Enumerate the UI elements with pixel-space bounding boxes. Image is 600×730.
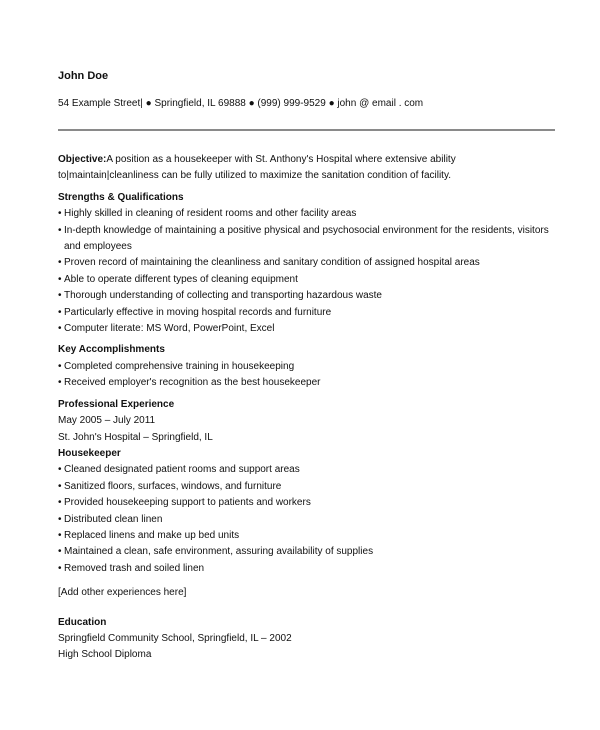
education-section	[58, 607, 555, 664]
list-item: • Completed comprehensive training in housekeeping	[58, 359, 555, 375]
list-item: • Distributed clean linen	[58, 512, 555, 528]
list-item: • Cleaned designated patient rooms and support areas	[58, 462, 555, 478]
spacer	[58, 607, 555, 615]
objective-paragraph	[58, 152, 550, 185]
list-item: • Maintained a clean, safe environment, assuring availability of supplies	[58, 544, 555, 560]
objective-text: A position as a housekeeper with St. Anthony's Hospital where extensive ability to|maintain|cleanliness can be fully utilized to maximize the sanitation condition of facility.	[58, 154, 456, 182]
education-school: Springfield Community School, Springfield, IL – 2002	[58, 632, 292, 644]
job-title: Housekeeper	[58, 447, 121, 459]
experience-placeholder: [Add other experiences here]	[58, 587, 187, 599]
objective-label: Objective:	[58, 154, 107, 165]
header-divider	[58, 129, 555, 131]
list-item: • Computer literate: MS Word, PowerPoint, Excel	[58, 321, 555, 337]
accomplishments-section	[58, 342, 555, 391]
list-item: • Replaced linens and make up bed units	[58, 528, 555, 544]
list-item: • Particularly effective in moving hospital records and furniture	[58, 305, 555, 321]
education-degree: High School Diploma	[58, 649, 152, 661]
accomplishments-list	[58, 359, 555, 392]
strengths-section	[58, 190, 555, 338]
experience-section	[58, 397, 555, 602]
strengths-list	[58, 206, 555, 337]
list-item: • Highly skilled in cleaning of resident rooms and other facility areas	[58, 206, 555, 222]
list-item: • Sanitized floors, surfaces, windows, and furniture	[58, 479, 555, 495]
experience-heading: Professional Experience	[58, 398, 175, 410]
strengths-heading: Strengths & Qualifications	[58, 191, 184, 203]
list-item: • Removed trash and soiled linen	[58, 561, 555, 577]
duties-list	[58, 462, 555, 577]
experience-employer: St. John's Hospital – Springfield, IL	[58, 431, 213, 443]
accomplishments-heading: Key Accomplishments	[58, 344, 165, 356]
experience-dates: May 2005 – July 2011	[58, 415, 156, 427]
candidate-name: John Doe	[58, 70, 109, 82]
list-item: • In-depth knowledge of maintaining a positive physical and psychosocial environment for the residents, visitors and employees	[58, 223, 555, 256]
list-item: • Thorough understanding of collecting and transporting hazardous waste	[58, 288, 555, 304]
list-item: • Proven record of maintaining the cleanliness and sanitary condition of assigned hospital areas	[58, 255, 555, 271]
spacer	[58, 577, 555, 585]
list-item: • Provided housekeeping support to patients and workers	[58, 495, 555, 511]
list-item: • Able to operate different types of cleaning equipment	[58, 272, 555, 288]
list-item: • Received employer's recognition as the best housekeeper	[58, 375, 555, 391]
education-heading: Education	[58, 616, 107, 628]
contact-line: 54 Example Street| ● Springfield, IL 69888 ● (999) 999-9529 ● john @ email . com	[58, 98, 424, 109]
resume-body	[58, 152, 555, 669]
